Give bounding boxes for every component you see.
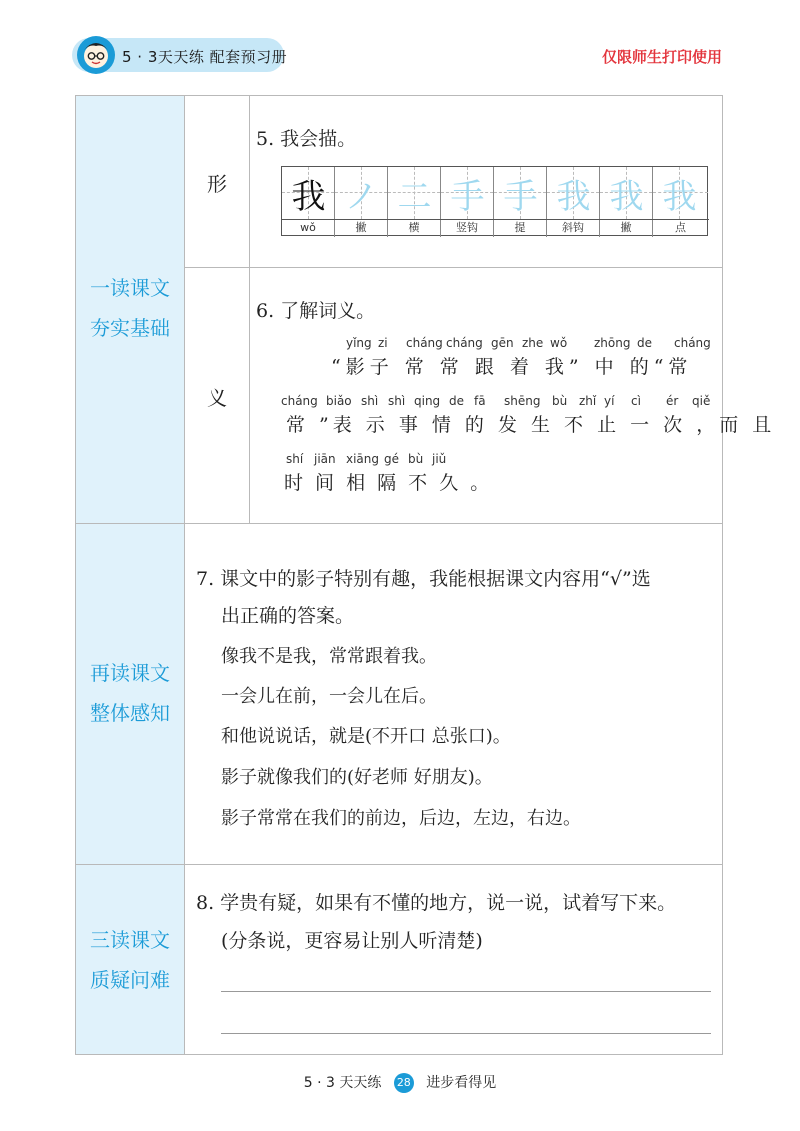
pinyin: gé [384, 452, 399, 466]
footer-slogan: 进步看得见 [426, 1075, 497, 1091]
page-number: 28 [394, 1073, 414, 1093]
stroke-glyph: ノ [344, 177, 379, 217]
pinyin: ér [666, 394, 679, 408]
section-1-title: 一读课文 [90, 276, 170, 300]
stroke-order-grid [281, 166, 708, 236]
answer-line[interactable] [221, 1033, 711, 1034]
stroke-cell[interactable] [547, 167, 600, 219]
stroke-name: 横 [388, 220, 441, 237]
q7-item: 和他说说话，就是(不开口 总张口)。 [221, 726, 511, 747]
stroke-glyph: 手 [503, 177, 538, 217]
stroke-name: 撇 [600, 220, 653, 237]
pinyin: bù [408, 452, 424, 466]
pinyin: xiāng [346, 452, 380, 466]
subcolumn-divider [249, 96, 250, 523]
q7-line-1: 7. 课文中的影子特别有趣，我能根据课文内容用“√”选 [196, 568, 651, 590]
section-2-subtitle: 整体感知 [90, 701, 170, 725]
meaning-label: 义 [207, 386, 227, 410]
q7-line-2: 出正确的答案。 [221, 605, 355, 627]
form-label: 形 [207, 172, 227, 196]
pinyin: de [637, 336, 652, 350]
answer-line[interactable] [221, 991, 711, 992]
stroke-glyph: 我 [609, 177, 644, 217]
stroke-name: 提 [494, 220, 547, 237]
pinyin: gēn [491, 336, 514, 350]
pinyin: jiān [314, 452, 336, 466]
row-divider [184, 267, 722, 268]
stroke-cell[interactable] [653, 167, 708, 219]
page-footer [0, 1072, 800, 1093]
q6-line-1: “影子 常 常 跟 着 我” 中 的“常 [331, 356, 693, 378]
book-title: 5 · 3天天练 配套预习册 [122, 48, 288, 66]
q8-line-1: 8. 学贵有疑，如果有不懂的地方，说一说，试着写下来。 [196, 892, 677, 914]
pinyin: de [449, 394, 464, 408]
pinyin: cháng [446, 336, 483, 350]
pinyin: shí [286, 452, 304, 466]
q6-line-2: 常 ”表 示 事 情 的 发 生 不 止 一 次 ，而 且 [286, 414, 776, 436]
q7-item: 影子就像我们的(好老师 好朋友)。 [221, 767, 493, 788]
q5-title: 5. 我会描。 [256, 128, 357, 150]
stroke-glyph: 我 [556, 177, 591, 217]
stroke-cell[interactable] [600, 167, 653, 219]
section-1-subtitle: 夯实基础 [90, 316, 170, 340]
stroke-glyph: 我 [662, 177, 697, 217]
stroke-name: 斜钩 [547, 220, 600, 237]
stroke-cell[interactable] [441, 167, 494, 219]
stroke-glyph: 二 [397, 177, 432, 217]
pinyin: qing [414, 394, 441, 408]
pinyin: cì [631, 394, 641, 408]
section-column [76, 96, 184, 1054]
pinyin: zhōng [594, 336, 631, 350]
stroke-name: 竖钩 [441, 220, 494, 237]
pinyin: qiě [692, 394, 711, 408]
pinyin: cháng [406, 336, 443, 350]
section-divider [76, 523, 722, 524]
stroke-name: 点 [675, 221, 686, 234]
pinyin: shì [388, 394, 406, 408]
q7-item: 一会儿在前，一会儿在后。 [221, 686, 437, 707]
stroke-name: 撇 [335, 220, 388, 237]
page-header [0, 0, 800, 90]
pinyin: yǐng [346, 336, 372, 350]
pinyin: biǎo [326, 394, 352, 408]
section-3-subtitle: 质疑问难 [90, 968, 170, 992]
pinyin: zhǐ [579, 394, 597, 408]
pinyin: bù [552, 394, 568, 408]
q6-line-3: 时 间 相 隔 不 久 。 [284, 472, 493, 494]
pinyin: wǒ [550, 336, 568, 350]
pinyin: yí [604, 394, 615, 408]
section-3-title: 三读课文 [90, 928, 170, 952]
pinyin: cháng [674, 336, 711, 350]
stroke-cell[interactable] [335, 167, 388, 219]
stroke-name: wǒ [282, 220, 335, 237]
q8-line-2: (分条说，更容易让别人听清楚) [221, 930, 483, 952]
stroke-glyph: 手 [450, 177, 485, 217]
pinyin: jiǔ [432, 452, 447, 466]
footer-brand: 5 · 3 天天练 [303, 1075, 382, 1091]
mascot-icon [74, 34, 118, 76]
exercise-table [75, 95, 776, 1055]
stroke-cell[interactable] [282, 167, 335, 219]
column-divider [184, 96, 185, 1054]
q6-title: 6. 了解词义。 [256, 300, 376, 322]
q7-item: 像我不是我，常常跟着我。 [221, 646, 437, 667]
q7-item: 影子常常在我们的前边，后边，左边，右边。 [221, 808, 581, 829]
print-notice: 仅限师生打印使用 [601, 48, 722, 66]
section-divider [76, 864, 722, 865]
pinyin: shì [361, 394, 379, 408]
pinyin: fā [474, 394, 486, 408]
stroke-glyph: 我 [291, 177, 326, 217]
pinyin: cháng [281, 394, 318, 408]
pinyin: zi [378, 336, 388, 350]
pinyin: shēng [504, 394, 541, 408]
section-2-title: 再读课文 [90, 661, 170, 685]
stroke-name-row [282, 219, 709, 236]
stroke-cell[interactable] [388, 167, 441, 219]
stroke-cell[interactable] [494, 167, 547, 219]
pinyin: zhe [522, 336, 544, 350]
